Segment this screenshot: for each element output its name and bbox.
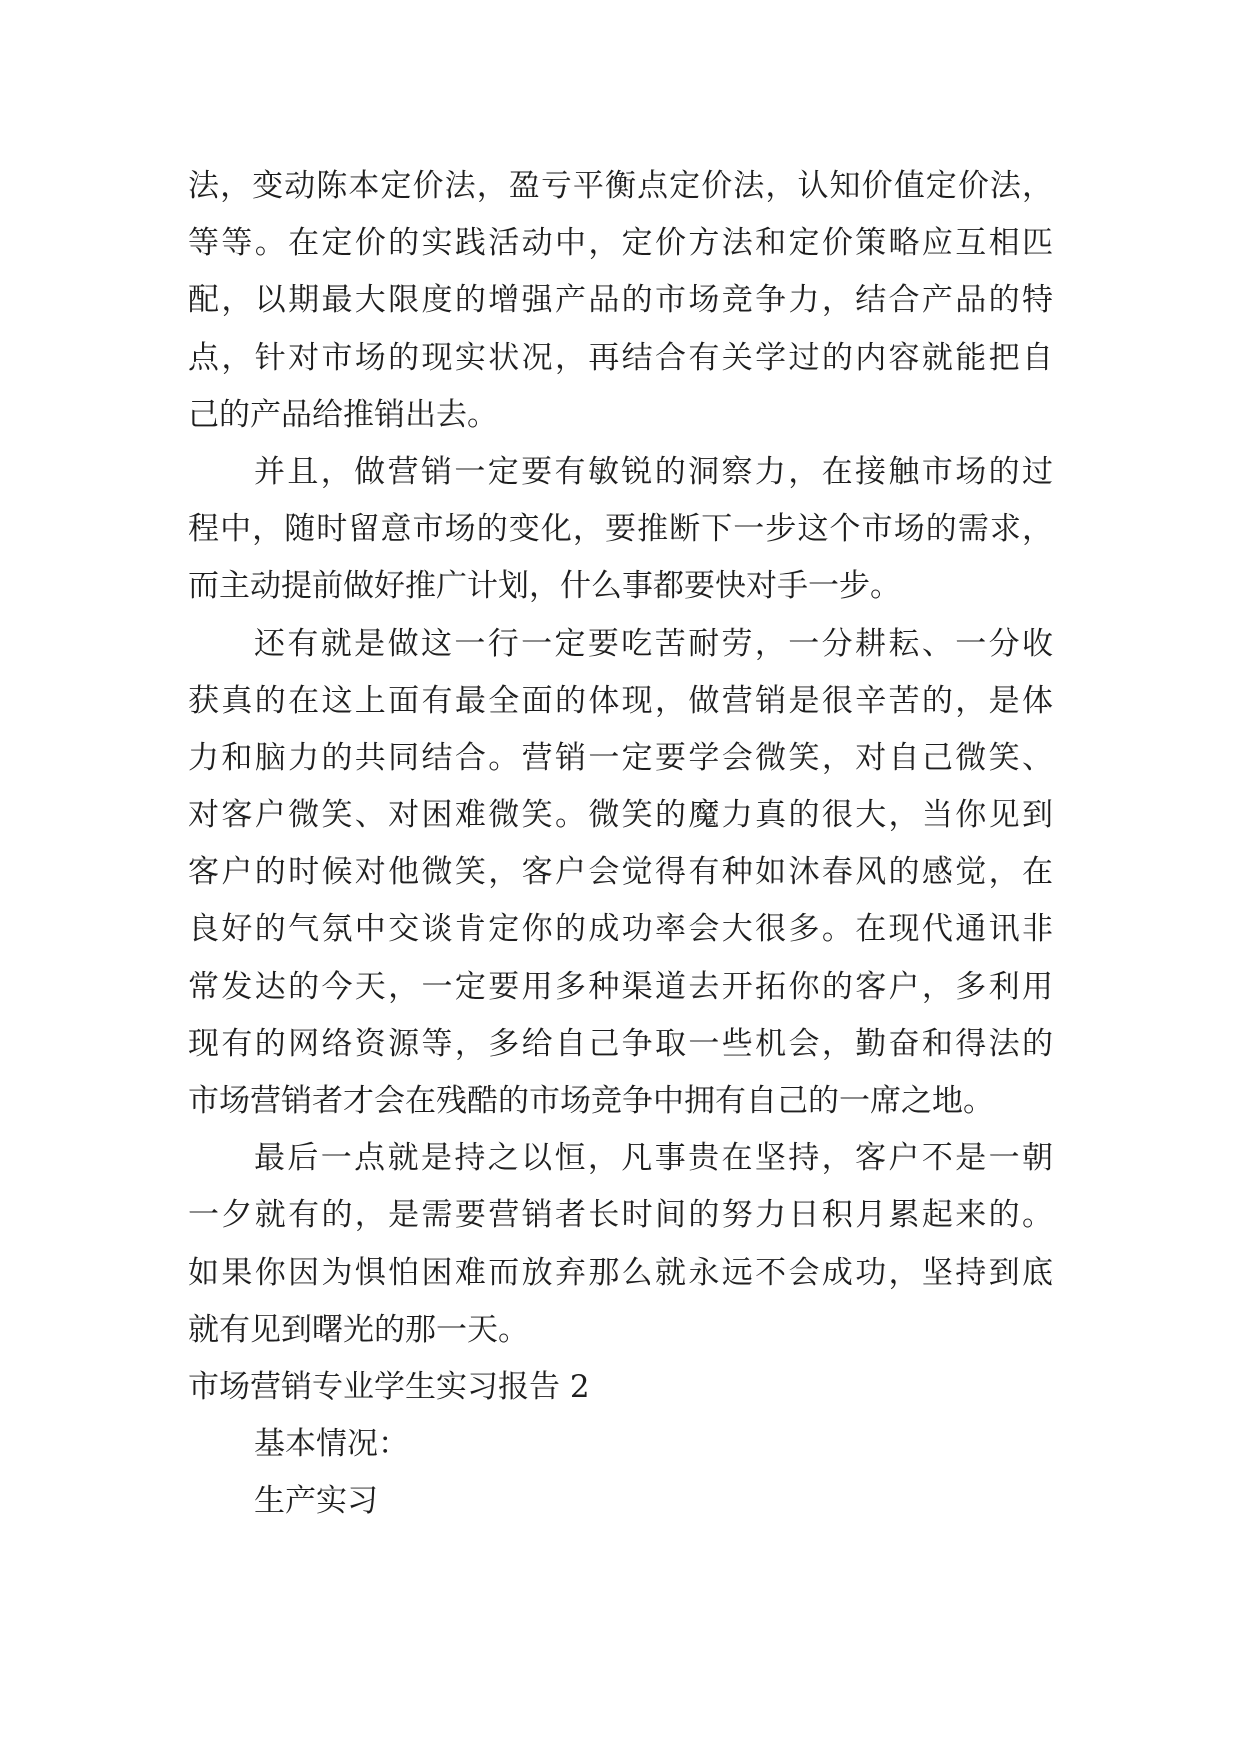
paragraph-insight <box>188 444 1053 616</box>
subheading-basic-info: 基本情况： <box>254 1426 409 1463</box>
text-line: 等等。在定价的实践活动中，定价方法和定价策略应互相匹 <box>188 225 1053 262</box>
text-line: 己的产品给推销出去。 <box>188 396 498 433</box>
text-line: 还有就是做这一行一定要吃苦耐劳，一分耕耘、一分收 <box>254 625 1053 662</box>
text-line: 对客户微笑、对困难微笑。微笑的魔力真的很大，当你见到 <box>188 797 1053 834</box>
text-line: 力和脑力的共同结合。营销一定要学会微笑，对自己微笑、 <box>188 739 1053 776</box>
text-line: 获真的在这上面有最全面的体现，做营销是很辛苦的，是体 <box>188 682 1053 719</box>
text-line: 最后一点就是持之以恒，凡事贵在坚持，客户不是一朝 <box>254 1140 1053 1177</box>
text-line: 程中，随时留意市场的变化，要推断下一步这个市场的需求， <box>188 511 1053 548</box>
text-line: 如果你因为惧怕困难而放弃那么就永远不会成功，坚持到底 <box>188 1254 1053 1291</box>
text-line: 良好的气氛中交谈肯定你的成功率会大很多。在现代通讯非 <box>188 911 1053 948</box>
text-line: 法，变动陈本定价法，盈亏平衡点定价法，认知价值定价法， <box>188 168 1053 204</box>
paragraph-persistence <box>188 1130 1053 1359</box>
text-line: 常发达的今天，一定要用多种渠道去开拓你的客户，多利用 <box>188 968 1053 1005</box>
paragraph-pricing <box>188 158 1053 444</box>
subheading-production-internship: 生产实习 <box>254 1483 378 1520</box>
text-line: 就有见到曙光的那一天。 <box>188 1311 529 1348</box>
text-line: 现有的网络资源等，多给自己争取一些机会，勤奋和得法的 <box>188 1025 1053 1062</box>
text-line: 并且，做营销一定要有敏锐的洞察力，在接触市场的过 <box>254 453 1053 490</box>
text-line: 点，针对市场的现实状况，再结合有关学过的内容就能把自 <box>188 339 1053 376</box>
text-line: 而主动提前做好推广计划，什么事都要快对手一步。 <box>188 568 901 605</box>
section-title: 市场营销专业学生实习报告 2 <box>188 1368 590 1405</box>
text-line: 一夕就有的，是需要营销者长时间的努力日积月累起来的。 <box>188 1197 1053 1234</box>
text-line: 客户的时候对他微笑，客户会觉得有种如沐春风的感觉，在 <box>188 854 1053 891</box>
text-line: 市场营销者才会在残酷的市场竞争中拥有自己的一席之地。 <box>188 1083 994 1119</box>
paragraph-hard-work <box>188 616 1053 1131</box>
text-line: 配，以期最大限度的增强产品的市场竞争力，结合产品的特 <box>188 282 1053 319</box>
document-body <box>188 158 1053 1531</box>
